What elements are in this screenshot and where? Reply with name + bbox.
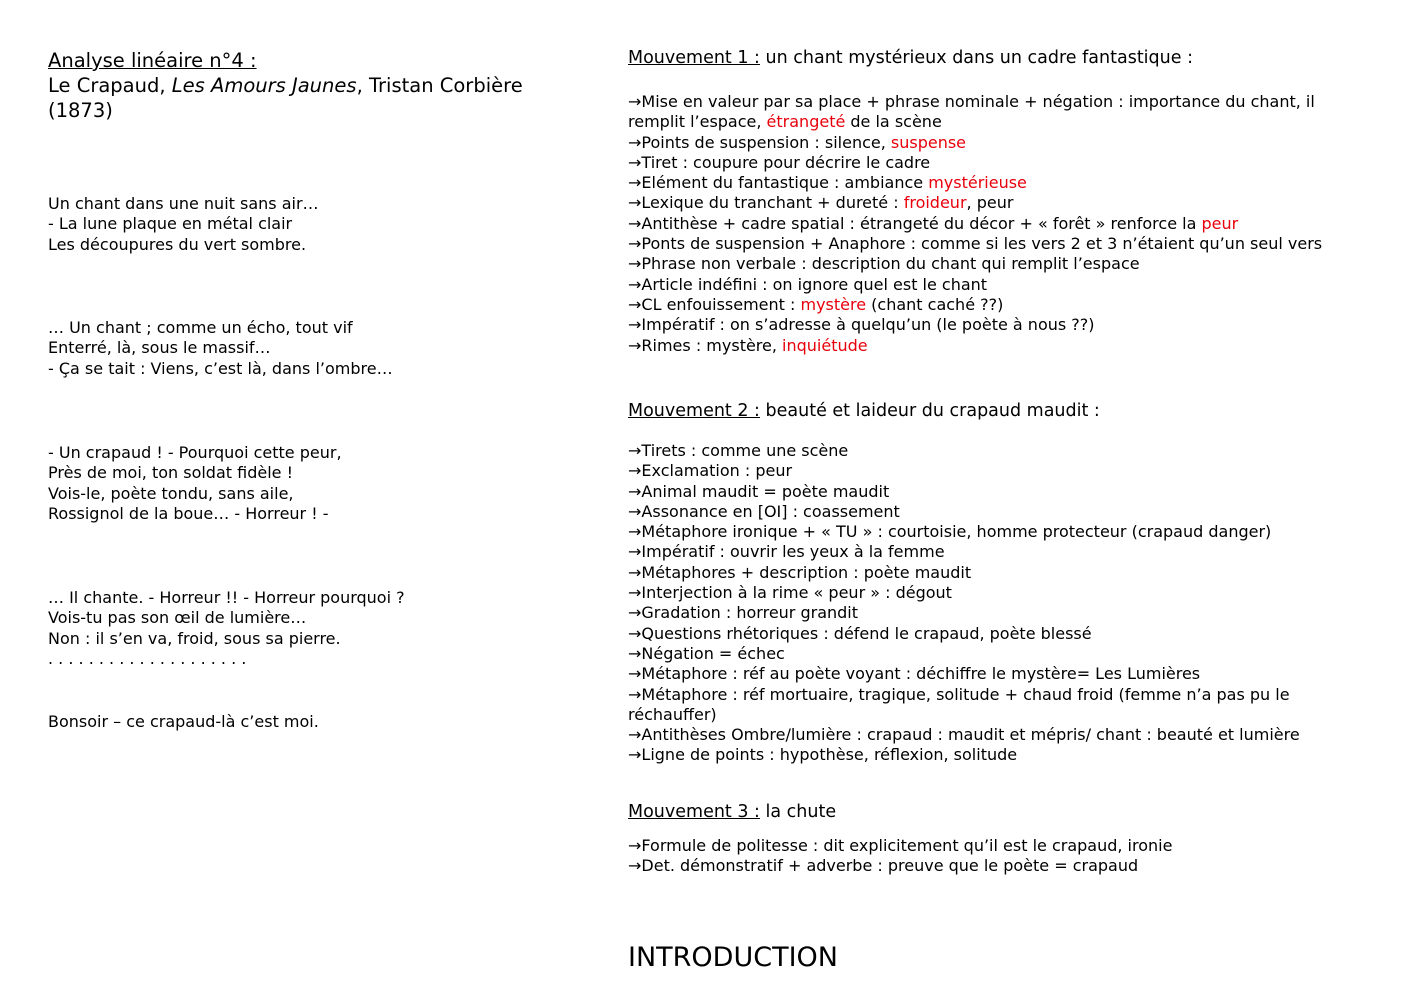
verse: - Ça se tait : Viens, c’est là, dans l’ombre… [48, 358, 393, 378]
verse: Rossignol de la boue… - Horreur ! - [48, 503, 329, 523]
analysis-item [628, 583, 1368, 603]
analysis-item [628, 461, 1368, 481]
analysis-item [628, 603, 1368, 623]
analysis-item [628, 153, 1368, 173]
movement-heading [628, 46, 1368, 70]
movement-items [628, 92, 1368, 356]
item-text: →Exclamation : peur [628, 461, 793, 481]
movement-1 [628, 46, 1368, 356]
stanza-1 [48, 194, 319, 255]
item-text: →Points de suspension : silence, [628, 132, 891, 152]
verse: Les découpures du vert sombre. [48, 234, 307, 254]
analysis-item [628, 624, 1368, 644]
stanza-2 [48, 318, 393, 379]
verse: Vois-tu pas son œil de lumière… [48, 608, 307, 628]
analysis-heading: Analyse linéaire n°4 : [48, 49, 257, 72]
movement-title: la chute [759, 802, 837, 822]
document-header [48, 48, 588, 123]
item-text: →Formule de politesse : dit explicitement qu’il est le crapaud, ironie [628, 836, 1173, 855]
stanza-5 [48, 712, 319, 732]
item-text: →Assonance en [OI] : coassement [628, 501, 900, 521]
analysis-item [628, 685, 1368, 726]
analysis-item [628, 856, 1368, 876]
movement-heading [628, 399, 1368, 423]
poem-title-line [48, 73, 588, 98]
highlighted-term: mystérieuse [928, 173, 1027, 193]
analysis-item [628, 275, 1368, 295]
analysis-item [628, 133, 1368, 153]
introduction-heading: INTRODUCTION [628, 942, 838, 973]
highlighted-term: peur [1201, 213, 1239, 233]
verse: - La lune plaque en métal clair [48, 214, 293, 234]
verse: Enterré, là, sous le massif… [48, 338, 271, 358]
analysis-item [628, 295, 1368, 315]
item-text: →Interjection à la rime « peur » : dégout [628, 583, 952, 603]
analysis-item [628, 542, 1368, 562]
highlighted-term: froideur [903, 193, 967, 213]
item-text: →Impératif : on s’adresse à quelqu’un (le poète à nous ??) [628, 315, 1095, 335]
highlighted-term: inquiétude [782, 335, 868, 355]
movement-items [628, 441, 1368, 766]
movement-label: Mouvement 3 : [628, 802, 760, 822]
verse: Près de moi, ton soldat fidèle ! [48, 463, 293, 483]
left-column [48, 48, 588, 731]
item-text: →Tiret : coupure pour décrire le cadre [628, 152, 931, 172]
item-text: →Mise en valeur par sa place + phrase nominale + négation : importance du chant, il remplit l’espace, [628, 92, 1315, 132]
analysis-item [628, 482, 1368, 502]
verse: - Un crapaud ! - Pourquoi cette peur, [48, 443, 342, 462]
analysis-item [628, 664, 1368, 684]
movement-title: beauté et laideur du crapaud maudit : [759, 401, 1100, 421]
item-text: →Métaphores + description : poète maudit [628, 562, 972, 582]
item-text: →Antithèses Ombre/lumière : crapaud : maudit et mépris/ chant : beauté et lumière [628, 725, 1300, 745]
analysis-item [628, 502, 1368, 522]
analysis-item [628, 234, 1368, 254]
movement-heading [628, 800, 1368, 824]
verse: … Un chant ; comme un écho, tout vif [48, 318, 353, 337]
item-text: →Ligne de points : hypothèse, réflexion, solitude [628, 745, 1018, 765]
analysis-item [628, 563, 1368, 583]
title-prefix: Le Crapaud, [48, 74, 172, 97]
movement-label: Mouvement 1 : [628, 48, 760, 68]
dotted-line: . . . . . . . . . . . . . . . . . . . . [48, 648, 247, 668]
highlighted-term: étrangeté [766, 112, 846, 132]
item-text: →Impératif : ouvrir les yeux à la femme [628, 542, 945, 562]
movement-title: un chant mystérieux dans un cadre fantastique : [759, 48, 1193, 68]
publication-year: (1873) [48, 99, 113, 122]
item-text: →Questions rhétoriques : défend le crapaud, poète blessé [628, 623, 1092, 643]
item-text: , peur [966, 193, 1014, 213]
item-text: →Article indéfini : on ignore quel est le chant [628, 274, 988, 294]
item-text: de la scène [845, 112, 942, 132]
analysis-item [628, 173, 1368, 193]
item-text: →Elément du fantastique : ambiance [628, 173, 929, 193]
analysis-item [628, 725, 1368, 745]
item-text: (chant caché ??) [866, 294, 1004, 314]
item-text: →Antithèse + cadre spatial : étrangeté du décor + « forêt » renforce la [628, 213, 1202, 233]
item-text: →Det. démonstratif + adverbe : preuve que le poète = crapaud [628, 856, 1139, 876]
movement-3 [628, 800, 1368, 877]
verse: Bonsoir – ce crapaud-là c’est moi. [48, 712, 319, 731]
movement-2 [628, 399, 1368, 766]
item-text: →Négation = échec [628, 643, 785, 663]
item-text: →CL enfouissement : [628, 294, 801, 314]
analysis-item [628, 644, 1368, 664]
analysis-item [628, 193, 1368, 213]
analysis-item [628, 92, 1368, 133]
work-title: Les Amours Jaunes [171, 74, 357, 97]
verse: Vois-le, poète tondu, sans aile, [48, 483, 294, 503]
analysis-item [628, 522, 1368, 542]
item-text: →Rimes : mystère, [628, 335, 783, 355]
item-text: →Tirets : comme une scène [628, 441, 849, 460]
verse: … Il chante. - Horreur !! - Horreur pourquoi ? [48, 588, 405, 607]
item-text: →Lexique du tranchant + dureté : [628, 193, 904, 213]
analysis-item [628, 836, 1368, 856]
item-text: →Gradation : horreur grandit [628, 603, 859, 623]
item-text: →Phrase non verbale : description du chant qui remplit l’espace [628, 254, 1140, 274]
stanza-4 [48, 588, 405, 669]
item-text: →Métaphore ironique + « TU » : courtoisie, homme protecteur (crapaud danger) [628, 522, 1272, 542]
highlighted-term: suspense [890, 132, 967, 152]
analysis-item [628, 336, 1368, 356]
item-text: →Métaphore : réf mortuaire, tragique, solitude + chaud froid (femme n’a pas pu le réchauffer) [628, 684, 1290, 724]
highlighted-term: mystère [800, 294, 867, 314]
item-text: →Ponts de suspension + Anaphore : comme si les vers 2 et 3 n’étaient qu’un seul vers [628, 234, 1323, 254]
movement-items [628, 836, 1368, 877]
analysis-item [628, 315, 1368, 335]
item-text: →Métaphore : réf au poète voyant : déchiffre le mystère= Les Lumières [628, 664, 1201, 684]
item-text: →Animal maudit = poète maudit [628, 481, 890, 501]
movement-label: Mouvement 2 : [628, 401, 760, 421]
stanza-3 [48, 443, 342, 524]
analysis-item [628, 214, 1368, 234]
analysis-item [628, 441, 1368, 461]
analysis-item [628, 745, 1368, 765]
analysis-item [628, 254, 1368, 274]
author: , Tristan Corbière [356, 74, 523, 97]
verse: Non : il s’en va, froid, sous sa pierre. [48, 628, 341, 648]
verse: Un chant dans une nuit sans air… [48, 194, 319, 213]
